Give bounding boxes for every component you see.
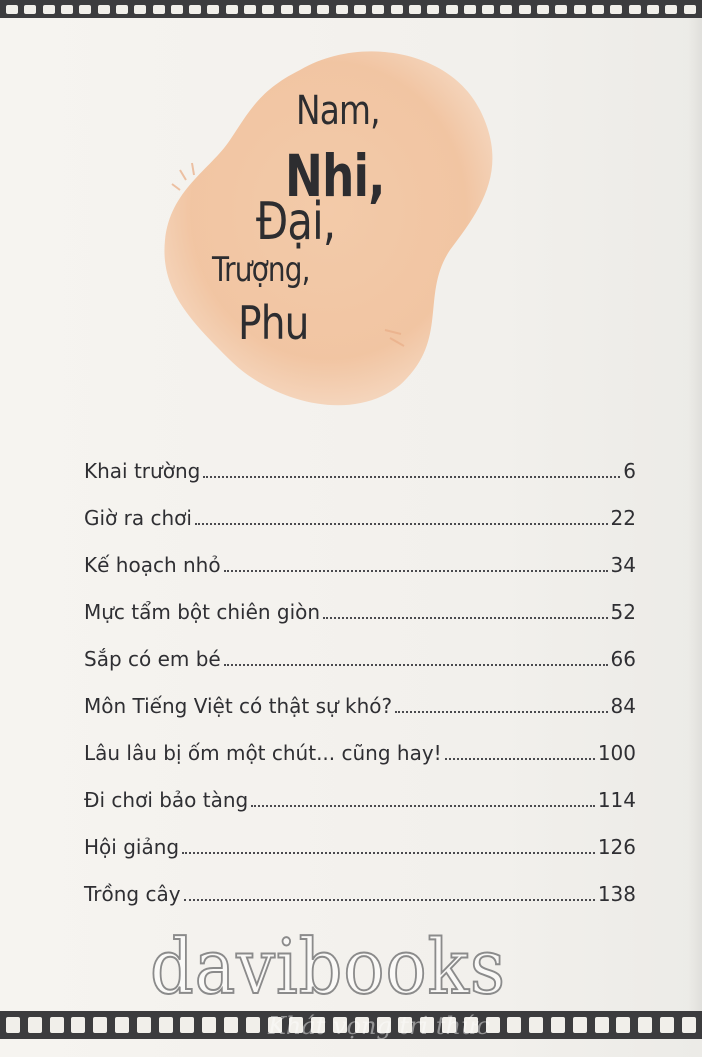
page-edge-shadow [688, 18, 702, 1011]
toc-entry-title: Trồng cây [84, 882, 181, 906]
toc-leader-dots [195, 523, 608, 525]
film-hole [93, 1017, 107, 1033]
toc-entry-page: 138 [597, 882, 636, 906]
title-line-4: Trượng, [212, 250, 310, 290]
toc-entry-page: 22 [610, 506, 636, 530]
toc-leader-dots [203, 476, 620, 478]
toc-entry-title: Hội giảng [84, 835, 180, 859]
film-hole [629, 5, 641, 14]
film-hole [43, 5, 55, 14]
toc-entry-page: 66 [610, 647, 636, 671]
film-hole [647, 5, 659, 14]
film-hole [574, 5, 586, 14]
toc-entry-title: Giờ ra chơi [84, 506, 192, 530]
film-hole [153, 5, 165, 14]
film-hole [189, 5, 201, 14]
film-hole [6, 1017, 20, 1033]
film-hole [299, 5, 311, 14]
toc-entry[interactable] [84, 624, 636, 671]
film-hole [665, 5, 677, 14]
film-hole [202, 1017, 216, 1033]
toc-entry-page: 84 [610, 694, 636, 718]
film-strip-top [0, 0, 702, 18]
film-hole [372, 5, 384, 14]
film-hole [224, 1017, 238, 1033]
film-hole [246, 1017, 260, 1033]
toc-entry[interactable] [84, 765, 636, 812]
toc-leader-dots [224, 664, 608, 666]
film-hole [71, 1017, 85, 1033]
toc-entry-title: Đi chơi bảo tàng [84, 788, 249, 812]
toc-entry[interactable] [84, 812, 636, 859]
film-hole [610, 5, 622, 14]
film-hole [500, 5, 512, 14]
film-hole [573, 1017, 587, 1033]
toc-entry-title: Lâu lâu bị ốm một chút... cũng hay! [84, 741, 442, 765]
table-of-contents [84, 436, 636, 906]
film-hole [464, 5, 476, 14]
film-hole [391, 5, 403, 14]
toc-leader-dots [445, 758, 595, 760]
film-hole [207, 5, 219, 14]
film-hole [529, 1017, 543, 1033]
film-hole [446, 5, 458, 14]
film-hole [116, 5, 128, 14]
film-hole [427, 5, 439, 14]
toc-leader-dots [395, 711, 607, 713]
film-hole [244, 5, 256, 14]
title-line-2: Nhi, [285, 142, 385, 210]
film-hole [6, 5, 18, 14]
toc-entry[interactable] [84, 859, 636, 906]
film-hole [555, 5, 567, 14]
toc-entry-page: 126 [597, 835, 636, 859]
film-hole [638, 1017, 652, 1033]
film-hole [507, 1017, 521, 1033]
film-hole [595, 1017, 609, 1033]
film-hole [592, 5, 604, 14]
toc-leader-dots [251, 805, 595, 807]
film-hole [616, 1017, 630, 1033]
toc-entry-page: 114 [597, 788, 636, 812]
toc-entry[interactable] [84, 718, 636, 765]
toc-entry[interactable] [84, 671, 636, 718]
title-line-1: Nam, [296, 88, 380, 134]
film-hole [537, 5, 549, 14]
film-hole [171, 5, 183, 14]
film-hole [226, 5, 238, 14]
toc-leader-dots [323, 617, 607, 619]
film-hole [79, 5, 91, 14]
toc-leader-dots [182, 852, 595, 854]
toc-entry-title: Kế hoạch nhỏ [84, 553, 221, 577]
toc-entry-title: Khai trường [84, 459, 201, 483]
film-hole [519, 5, 531, 14]
toc-entry-title: Mực tẩm bột chiên giòn [84, 600, 321, 624]
film-hole [409, 5, 421, 14]
film-hole [61, 5, 73, 14]
toc-entry[interactable] [84, 436, 636, 483]
film-hole [482, 5, 494, 14]
toc-leader-dots [184, 899, 595, 901]
film-hole [354, 5, 366, 14]
film-hole [98, 5, 110, 14]
film-hole [684, 5, 696, 14]
footer-watermark: Khát vọng tri thức [268, 1012, 490, 1040]
title-line-3: Đại, [256, 192, 336, 252]
film-hole [682, 1017, 696, 1033]
toc-entry-page: 6 [623, 459, 636, 483]
film-hole [137, 1017, 151, 1033]
film-hole [660, 1017, 674, 1033]
film-hole [134, 5, 146, 14]
toc-leader-dots [224, 570, 608, 572]
film-hole [24, 5, 36, 14]
film-hole [551, 1017, 565, 1033]
toc-entry-title: Môn Tiếng Việt có thật sự khó? [84, 694, 393, 718]
film-hole [281, 5, 293, 14]
watermark-davibooks: davibooks [150, 922, 506, 1011]
film-hole [28, 1017, 42, 1033]
film-hole [115, 1017, 129, 1033]
toc-entry-page: 52 [610, 600, 636, 624]
film-hole [262, 5, 274, 14]
toc-entry[interactable] [84, 530, 636, 577]
film-hole [159, 1017, 173, 1033]
film-hole [336, 5, 348, 14]
title-line-5: Phu [238, 296, 309, 350]
toc-entry-title: Sắp có em bé [84, 647, 221, 671]
toc-entry[interactable] [84, 577, 636, 624]
film-hole [317, 5, 329, 14]
toc-entry-page: 34 [610, 553, 636, 577]
film-hole [50, 1017, 64, 1033]
toc-entry-page: 100 [597, 741, 636, 765]
toc-entry[interactable] [84, 483, 636, 530]
film-hole [180, 1017, 194, 1033]
